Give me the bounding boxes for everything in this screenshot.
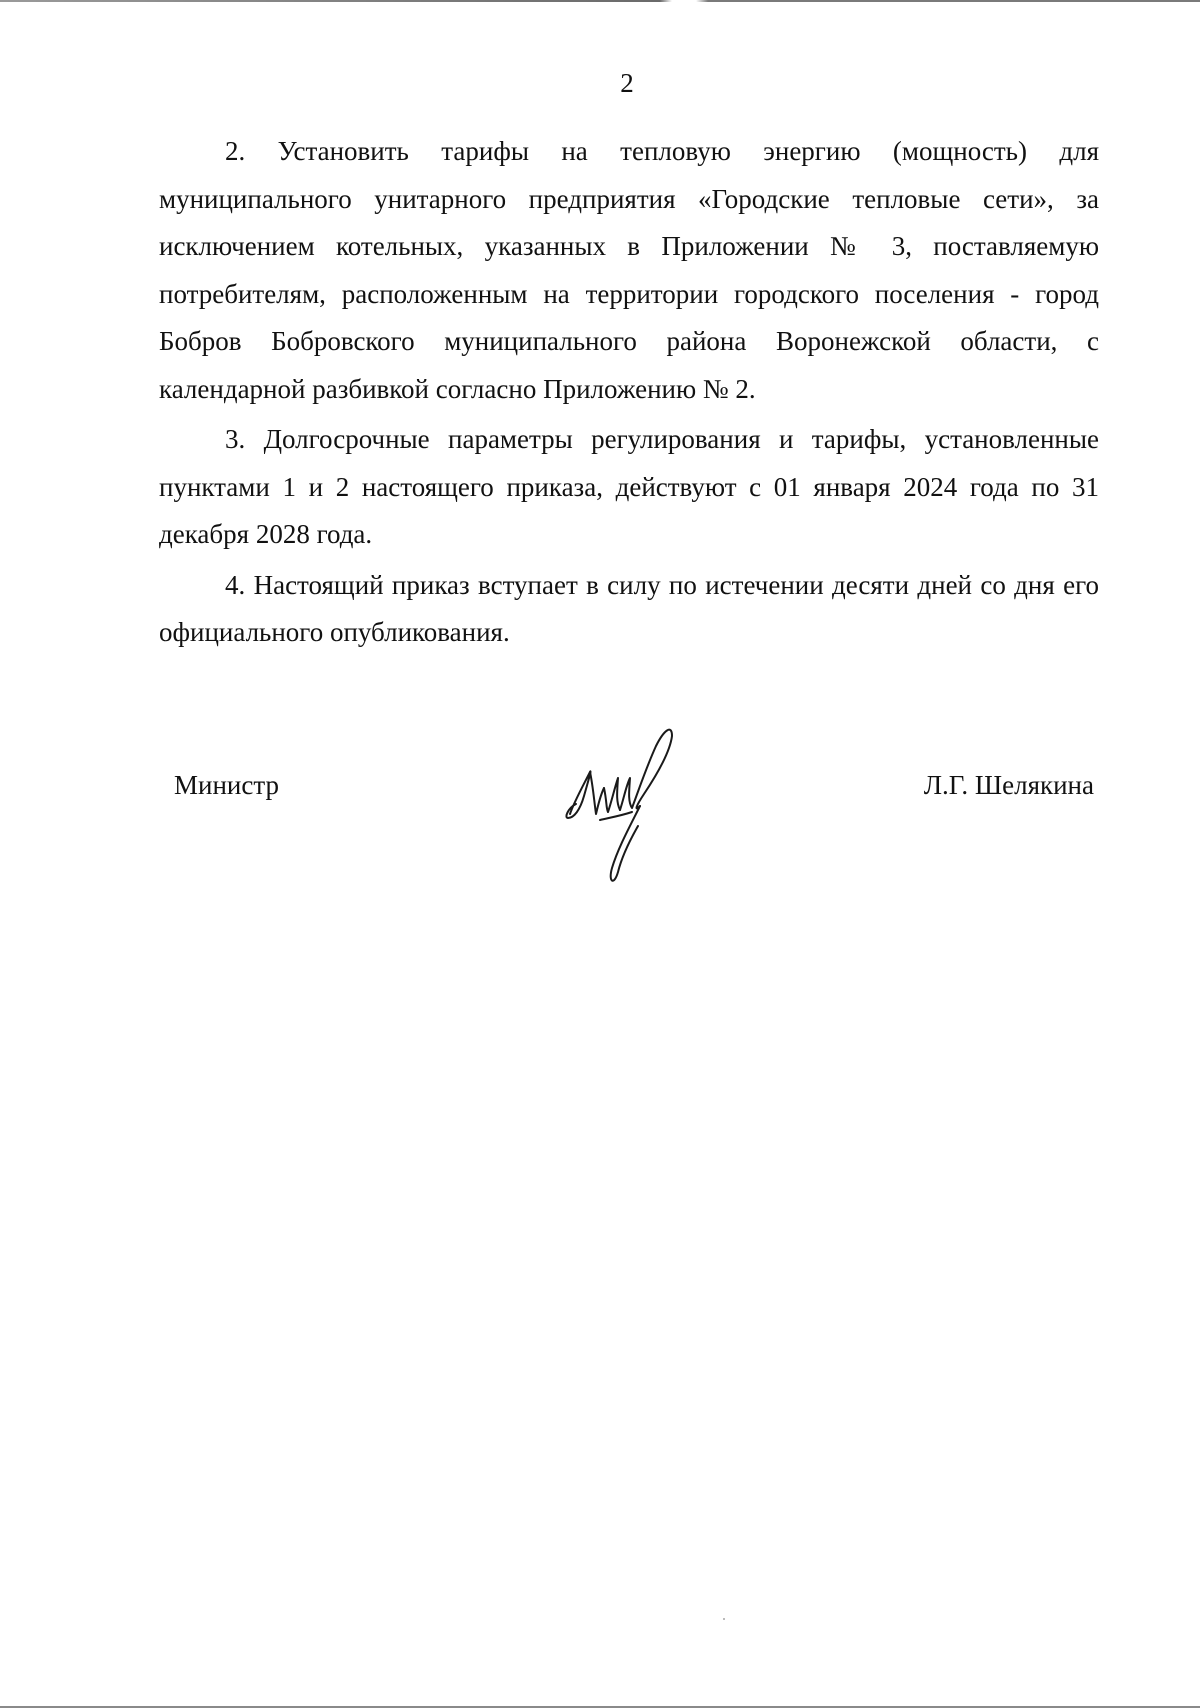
signer-position: Министр	[174, 770, 279, 800]
paragraph-item-4	[159, 562, 1099, 657]
scan-speck	[723, 1618, 725, 1620]
paragraph-item-3	[159, 416, 1099, 559]
handwritten-signature	[560, 722, 710, 892]
page-number: 2	[620, 68, 634, 98]
paragraph-item-2	[159, 128, 1099, 413]
paragraph-text: 3. Долгосрочные параметры регулирования и тарифы, установленные пунктами 1 и 2 настоящего приказа, действуют с 01 января 2024 года по 31 декабря 2028 года.	[159, 424, 1099, 549]
document-body	[159, 128, 1099, 660]
paragraph-text: 4. Настоящий приказ вступает в силу по истечении десяти дней со дня его официального опубликования.	[159, 569, 1099, 647]
paragraph-text: 2. Установить тарифы на тепловую энергию (мощность) для муниципального унитарного предприятия «Городские тепловые сети», за исключением котельных, указанных в Приложении № 3, поставляемую потребителям, расположенным на территории городского поселения - город Бобров Бобровского муниципального района Воронежской области, с календарной разбивкой согласно Приложению № 2.	[159, 136, 1099, 404]
scan-edge-top	[0, 0, 1200, 2]
signer-name: Л.Г. Шелякина	[923, 770, 1094, 800]
